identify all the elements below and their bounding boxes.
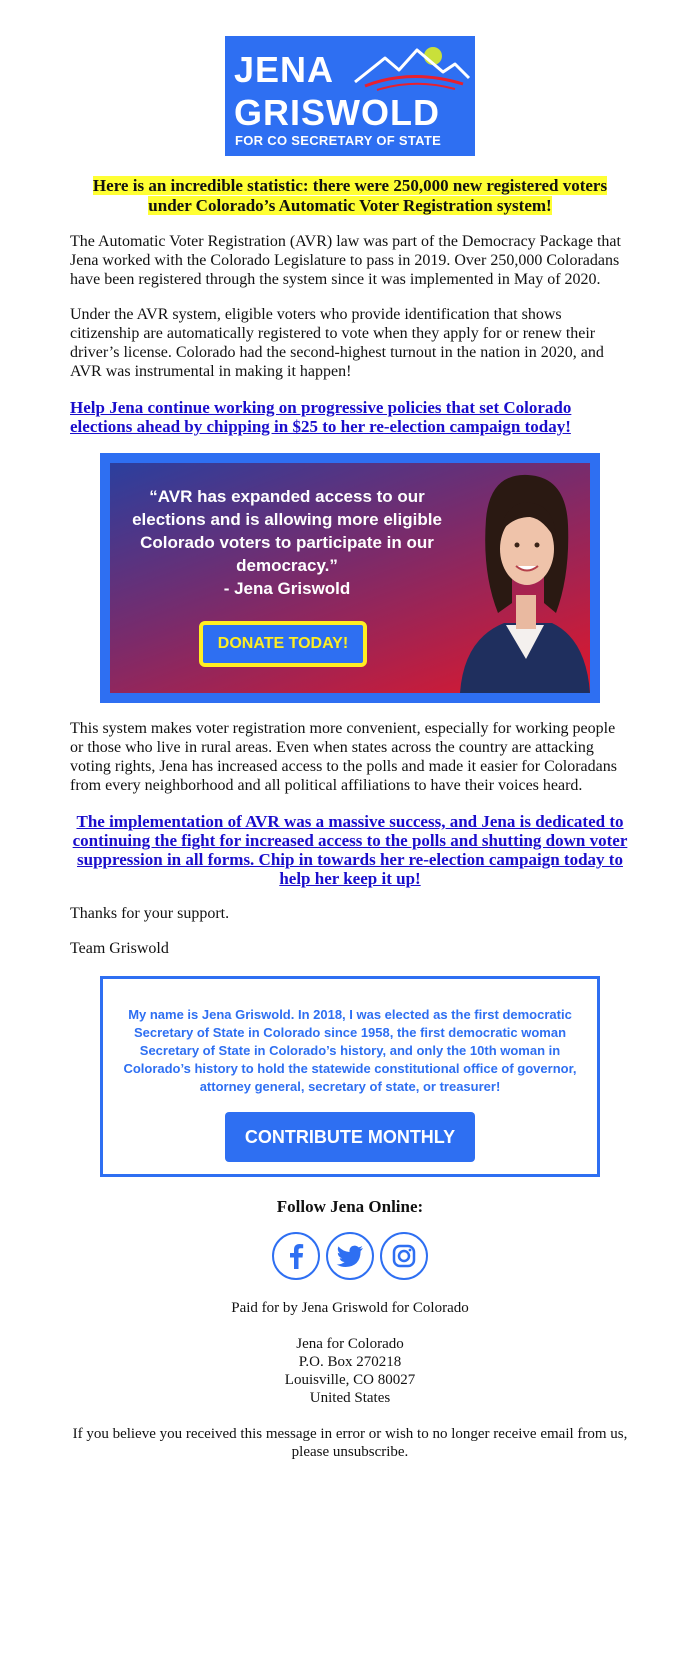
logo-row [0, 36, 700, 156]
bio-box [100, 976, 600, 1177]
social-links [0, 1231, 700, 1281]
paragraph-convenience: This system makes voter registration more convenient, especially for working people or those who live in rural areas. Even when states across the country are attacking voting rights, Jena has increased access to the polls and made it easier for Coloradans from every neighborhood and all political affiliations to have their voices heard. [70, 720, 617, 794]
address-country: United States [309, 1390, 391, 1406]
donate-link-25[interactable]: Help Jena continue working on progressive policies that set Colorado elections ahead by chipping in $25 to her re-election campaign today! [70, 398, 572, 436]
headline-text: Here is an incredible statistic: there were 250,000 new registered voters under Colorado’s Automatic Voter Registration system! [92, 176, 608, 215]
paragraph-avr-system: Under the AVR system, eligible voters who provide identification that shows citizenship are automatically registered to vote when they apply for or renew their driver’s license. Colorado had the second-highest turnout in the nation in 2020, and AVR was instrumental in making it happen! [70, 306, 604, 380]
mailing-address [0, 1335, 700, 1407]
banner-quote [126, 485, 448, 600]
unsubscribe-text[interactable]: If you believe you received this message in error or wish to no longer receive email from us, please unsubscribe. [72, 1426, 628, 1460]
headline [70, 176, 630, 216]
bio-text: My name is Jena Griswold. In 2018, I was elected as the first democratic Secretary of State in Colorado since 1958, the first democratic woman Secretary of State in Colorado’s history, and only the 10th woman in Colorado’s history to hold the statewide constitutional office of governor, attorney general, secretary of state, or treasurer! [123, 1007, 577, 1094]
contribute-monthly-button[interactable]: CONTRIBUTE MONTHLY [225, 1112, 475, 1162]
donate-today-button[interactable]: DONATE TODAY! [199, 621, 367, 667]
candidate-portrait [440, 463, 590, 693]
cta-center-block [70, 812, 630, 888]
signoff-text: Team Griswold [70, 940, 169, 957]
mountain-logo-icon [351, 42, 471, 94]
quote-attribution: - Jena Griswold [223, 579, 351, 598]
logo-last-name: GRISWOLD [234, 92, 440, 133]
address-city: Louisville, CO 80027 [284, 1372, 416, 1388]
donate-banner[interactable] [100, 453, 600, 703]
paragraph-avr-law: The Automatic Voter Registration (AVR) law was part of the Democracy Package that Jena worked with the Colorado Legislature to pass in 2019. Over 250,000 Coloradans have been registered through the system since it was implemented in May of 2020. [70, 233, 621, 288]
follow-title: Follow Jena Online: [276, 1197, 424, 1216]
paid-for-block [0, 1299, 700, 1317]
facebook-icon[interactable] [271, 1231, 321, 1281]
logo-tagline: FOR CO SECRETARY OF STATE [235, 133, 442, 148]
donate-link-keep-it-up[interactable]: The implementation of AVR was a massive success, and Jena is dedicated to continuing the fight for increased access to the polls and shutting down voter suppression in all forms. Chip in towards her re-election campaign today to help her keep it up! [72, 812, 628, 888]
logo-first-name: JENA [234, 49, 335, 90]
campaign-logo[interactable] [225, 36, 475, 156]
paid-for-text: Paid for by Jena Griswold for Colorado [231, 1300, 469, 1316]
address-po-box: P.O. Box 270218 [298, 1354, 402, 1370]
banner-graphic [110, 463, 590, 693]
twitter-icon[interactable] [325, 1231, 375, 1281]
thanks-text: Thanks for your support. [70, 905, 230, 922]
instagram-icon[interactable] [379, 1231, 429, 1281]
quote-text: “AVR has expanded access to our elections and is allowing more eligible Colorado voters to participate in our democracy.” [132, 487, 442, 575]
address-org: Jena for Colorado [296, 1336, 404, 1352]
